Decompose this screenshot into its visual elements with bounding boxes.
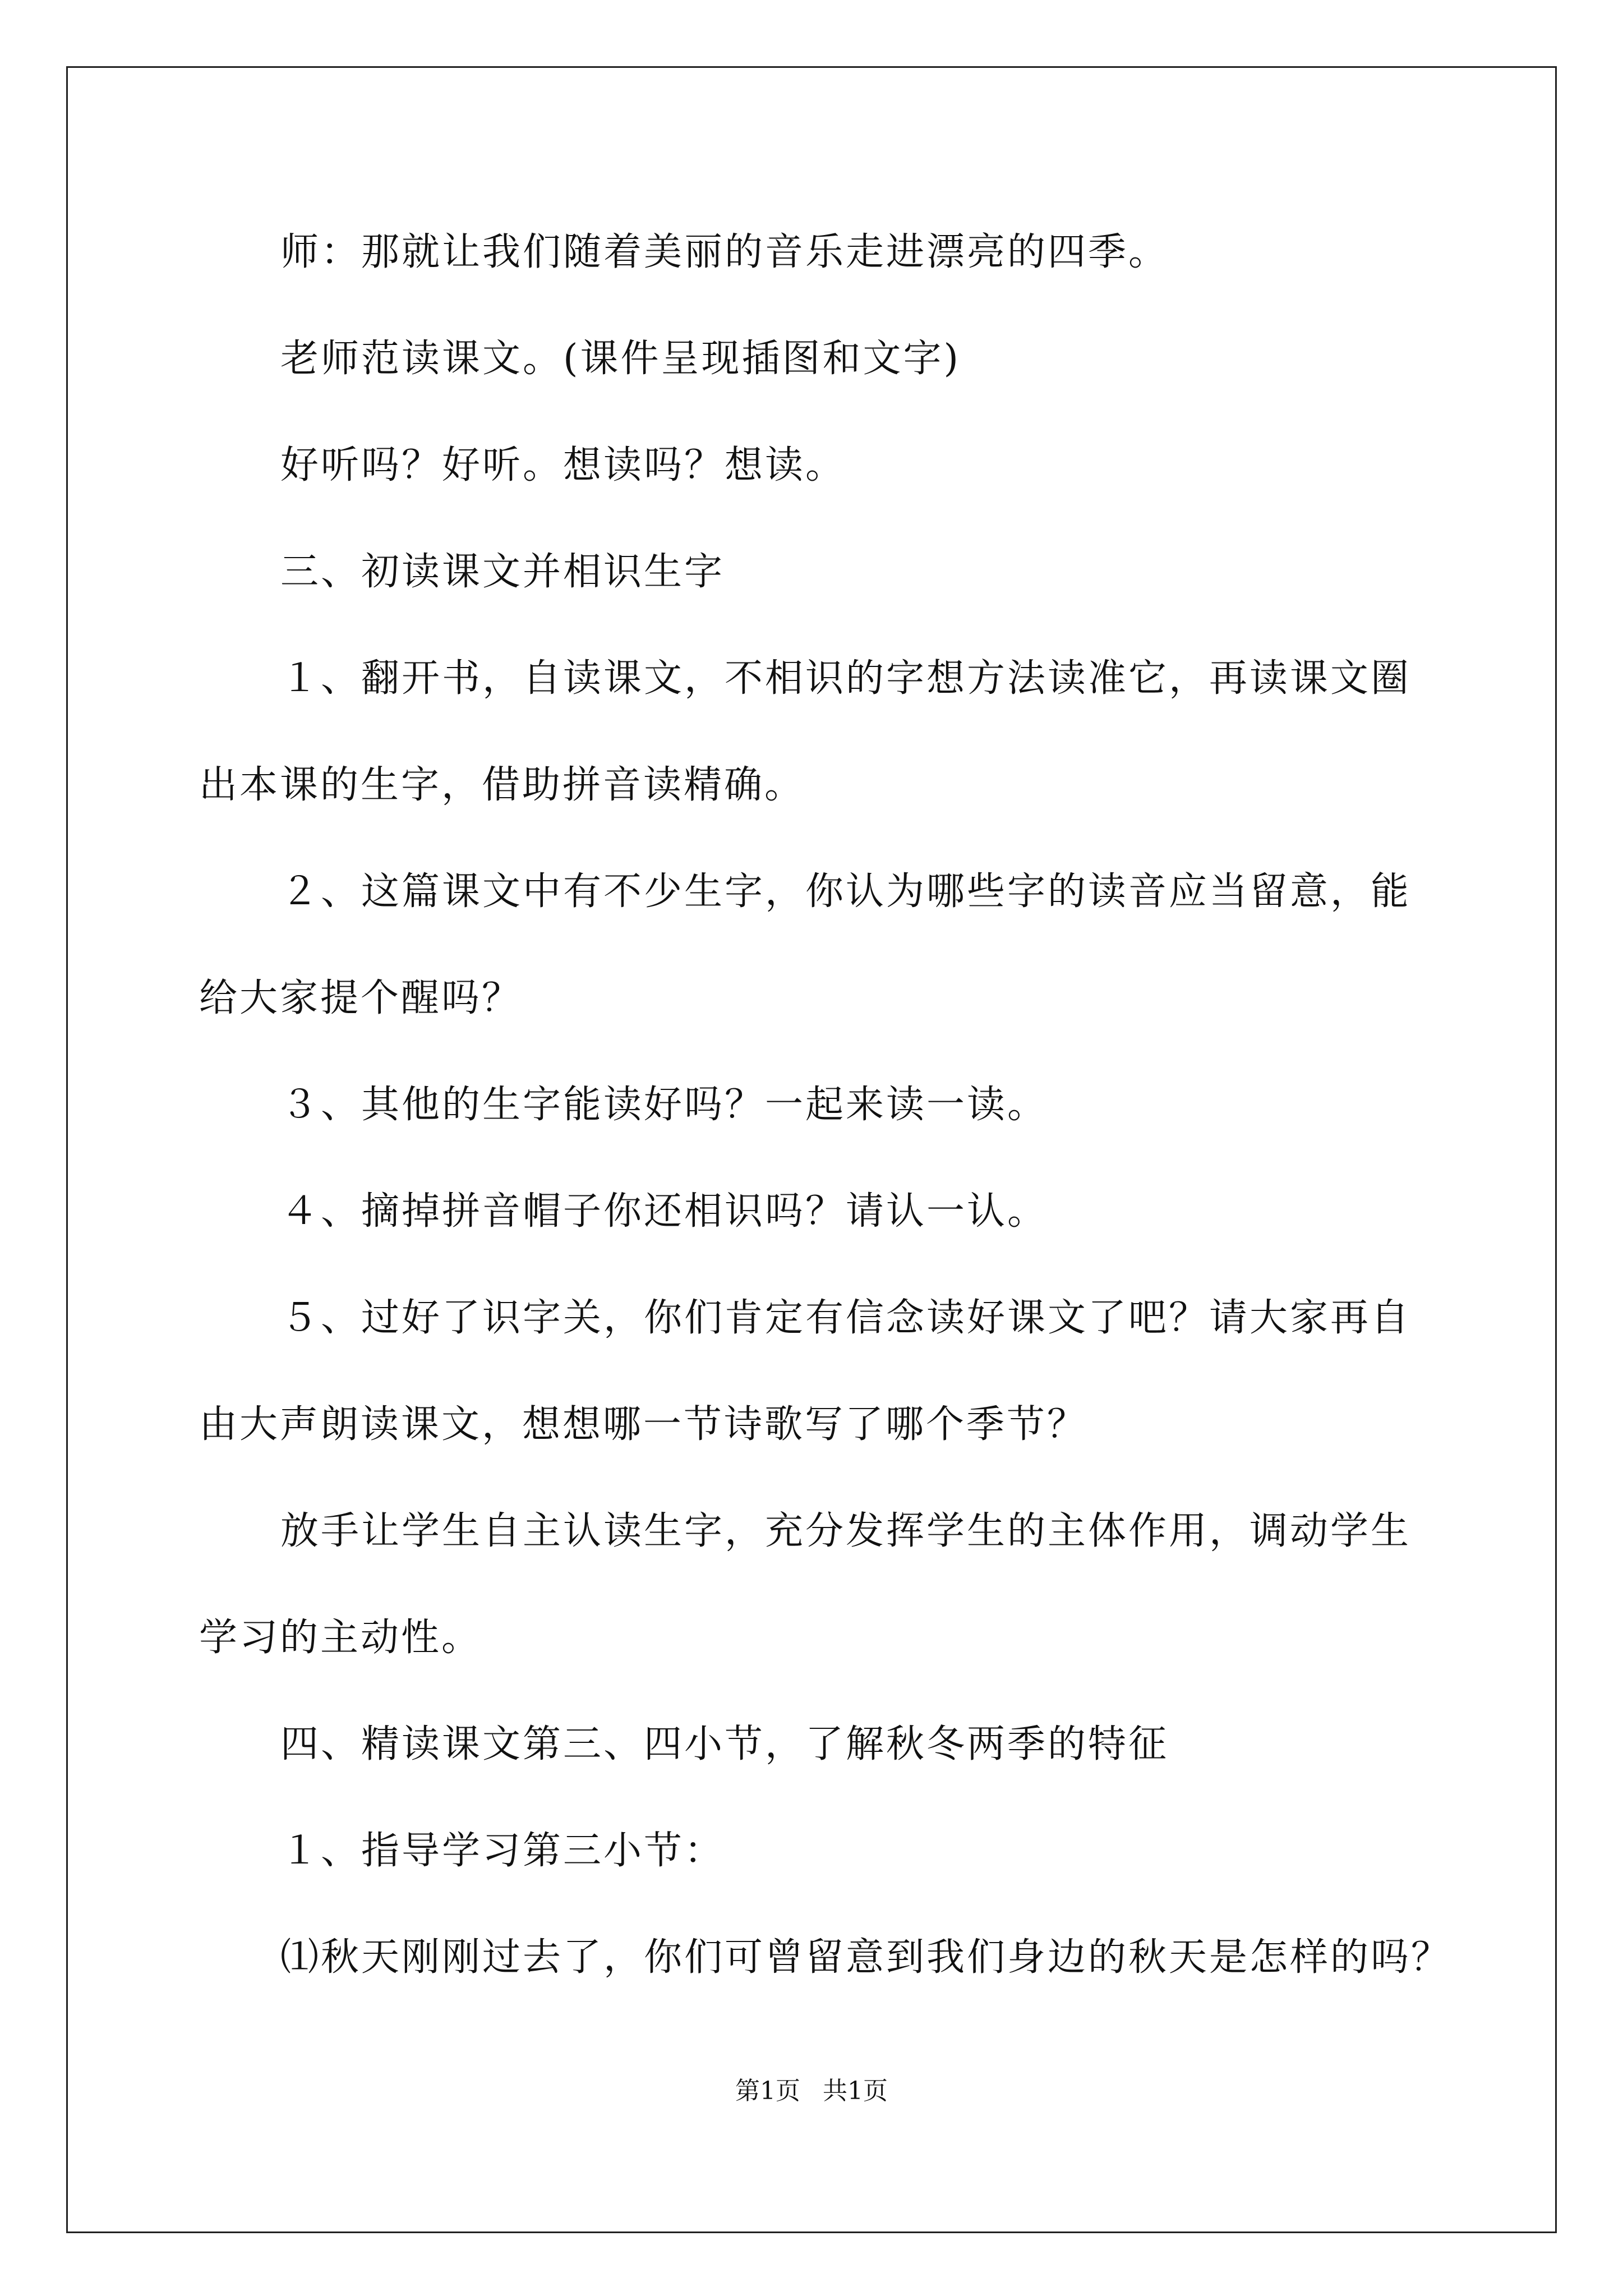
paragraph-line: 给大家提个醒吗？	[199, 976, 523, 1020]
paragraph-line: ４、摘掉拼音帽子你还相识吗？请认一认。	[280, 1189, 1048, 1234]
page-number-total: 共1页	[823, 2077, 888, 2105]
paragraph-line: ⑴秋天刚刚过去了，你们可曾留意到我们身边的秋天是怎样的吗？	[280, 1935, 1452, 1980]
paragraph-line: 由大声朗读课文，想想哪一节诗歌写了哪个季节？	[199, 1402, 1088, 1447]
paragraph-line: 老师范读课文。(课件呈现插图和文字)	[280, 337, 961, 381]
paragraph-line: ３、其他的生字能读好吗？一起来读一读。	[280, 1083, 1048, 1127]
paragraph-line: 师：那就让我们随着美丽的音乐走进漂亮的四季。	[280, 230, 1169, 274]
paragraph-line: ２、这篇课文中有不少生字，你认为哪些字的读音应当留意，能	[280, 869, 1412, 914]
paragraph-line: １、翻开书，自读课文，不相识的字想方法读准它，再读课文圈	[280, 656, 1412, 701]
paragraph-line: １、指导学习第三小节：	[280, 1829, 725, 1873]
paragraph-line: 学习的主动性。	[199, 1616, 482, 1660]
paragraph-line: 好听吗？好听。想读吗？想读。	[280, 443, 846, 487]
paragraph-line: 放手让学生自主认读生字，充分发挥学生的主体作用，调动学生	[280, 1509, 1412, 1553]
section-heading: 四、精读课文第三、四小节，了解秋冬两季的特征	[280, 1722, 1169, 1766]
page-number-current: 第1页	[735, 2077, 800, 2105]
section-heading: 三、初读课文并相识生字	[280, 550, 725, 594]
page-footer	[0, 2076, 1623, 2107]
paragraph-line: ５、过好了识字关，你们肯定有信念读好课文了吧？请大家再自	[280, 1296, 1412, 1340]
paragraph-line: 出本课的生字，借助拼音读精确。	[199, 763, 805, 807]
